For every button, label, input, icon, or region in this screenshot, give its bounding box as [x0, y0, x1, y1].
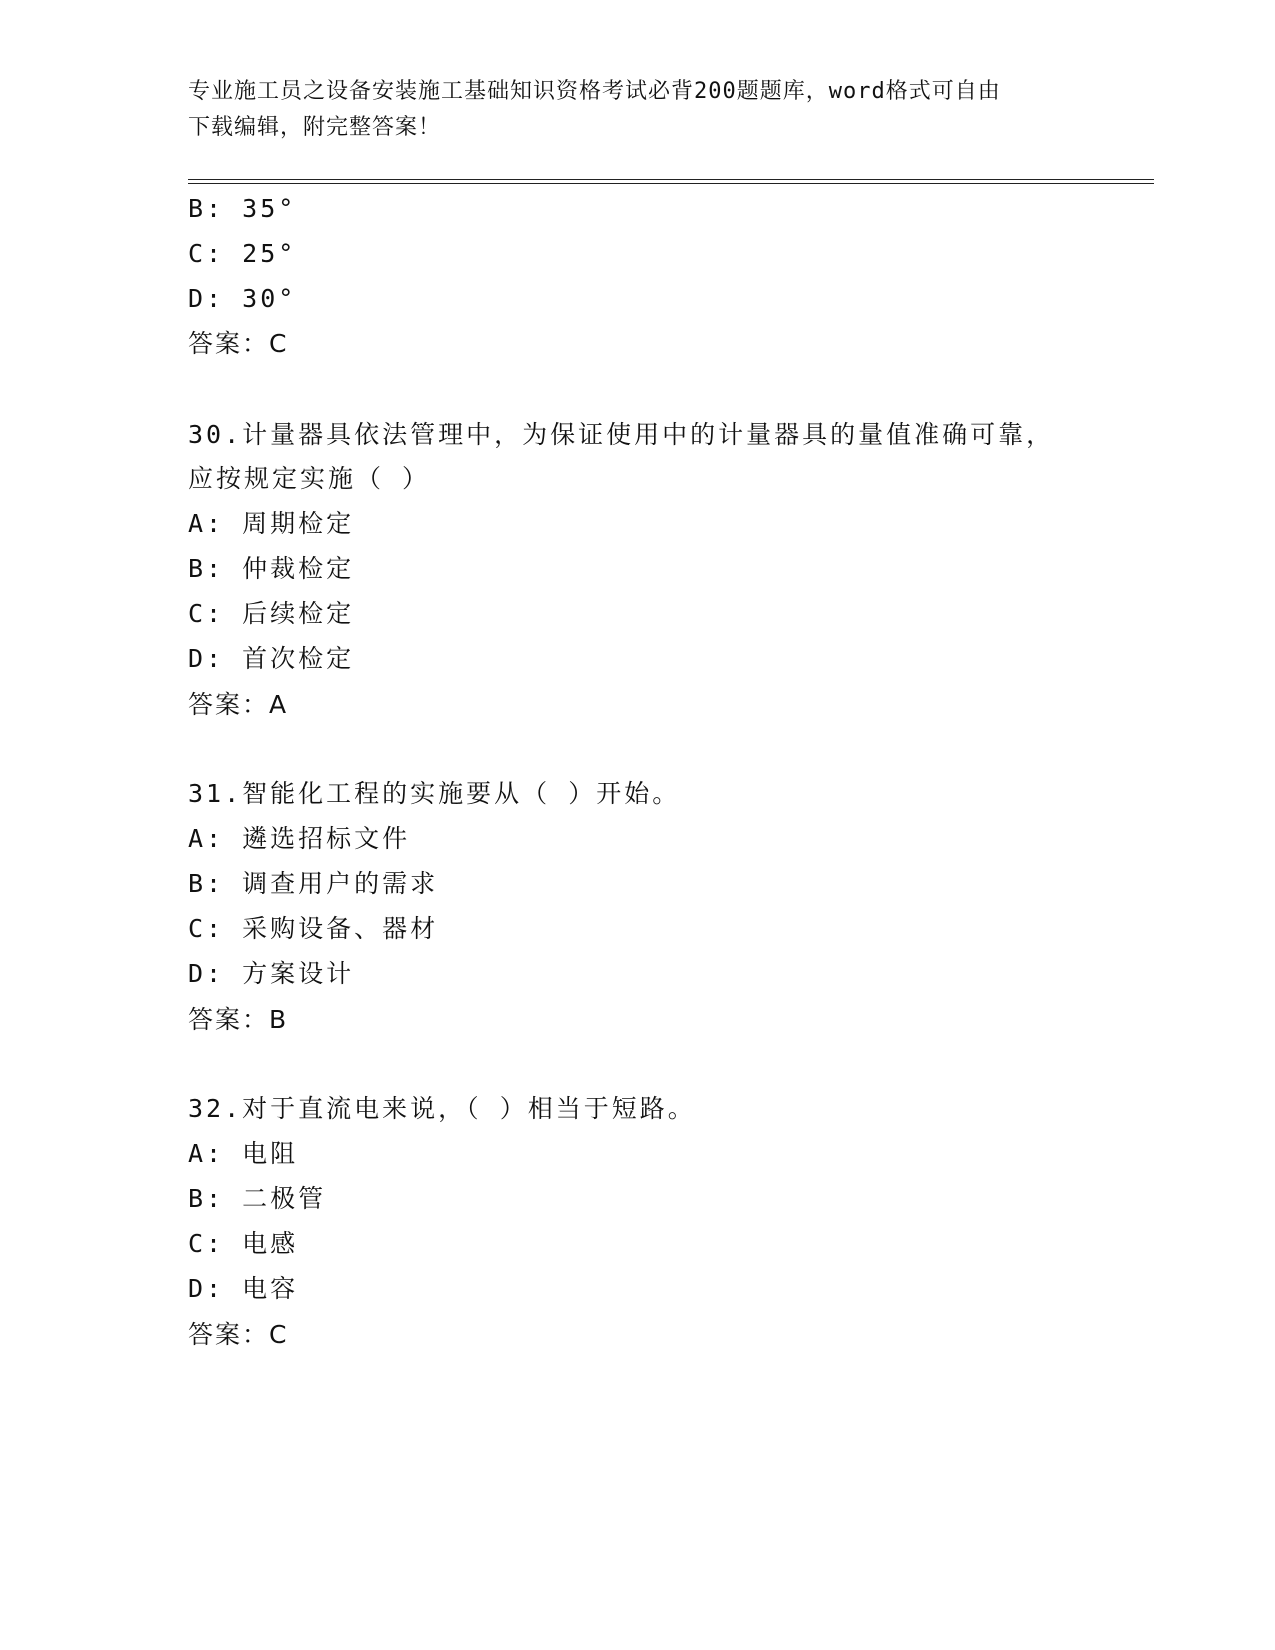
q29-option-c: C: 25° [188, 239, 297, 268]
document-header [188, 74, 1088, 146]
q30-stem-line-2: 应按规定实施（ ） [188, 464, 431, 493]
q29-answer: 答案：C [188, 329, 289, 358]
q31-option-b: B: 调查用户的需求 [188, 869, 439, 898]
q30-stem-line-1: 30.计量器具依法管理中，为保证使用中的计量器具的量值准确可靠， [188, 420, 1055, 449]
header-line-1: 专业施工员之设备安装施工基础知识资格考试必背200题题库，word格式可自由 [188, 79, 1001, 104]
q32-option-b: B: 二极管 [188, 1184, 327, 1213]
q29-option-b: B: 35° [188, 194, 297, 223]
q31-option-c: C: 采购设备、器材 [188, 914, 439, 943]
q32-answer: 答案：C [188, 1320, 289, 1349]
q32-option-a: A: 电阻 [188, 1139, 299, 1168]
q31-option-a: A: 遴选招标文件 [188, 824, 411, 853]
header-line-2: 下载编辑，附完整答案！ [188, 115, 442, 140]
q30-option-a: A: 周期检定 [188, 509, 355, 538]
q32-option-c: C: 电感 [188, 1229, 299, 1258]
q31-stem: 31.智能化工程的实施要从（ ）开始。 [188, 779, 681, 808]
q31-option-d: D: 方案设计 [188, 959, 355, 988]
q30-option-b: B: 仲裁检定 [188, 554, 355, 583]
q32-option-d: D: 电容 [188, 1274, 299, 1303]
header-divider [188, 179, 1154, 184]
q31-answer: 答案：B [188, 1005, 289, 1034]
q30-option-c: C: 后续检定 [188, 599, 355, 628]
q30-option-d: D: 首次检定 [188, 644, 355, 673]
q30-answer: 答案：A [188, 690, 289, 719]
q32-stem: 32.对于直流电来说，（ ）相当于短路。 [188, 1094, 696, 1123]
q29-option-d: D: 30° [188, 284, 297, 313]
